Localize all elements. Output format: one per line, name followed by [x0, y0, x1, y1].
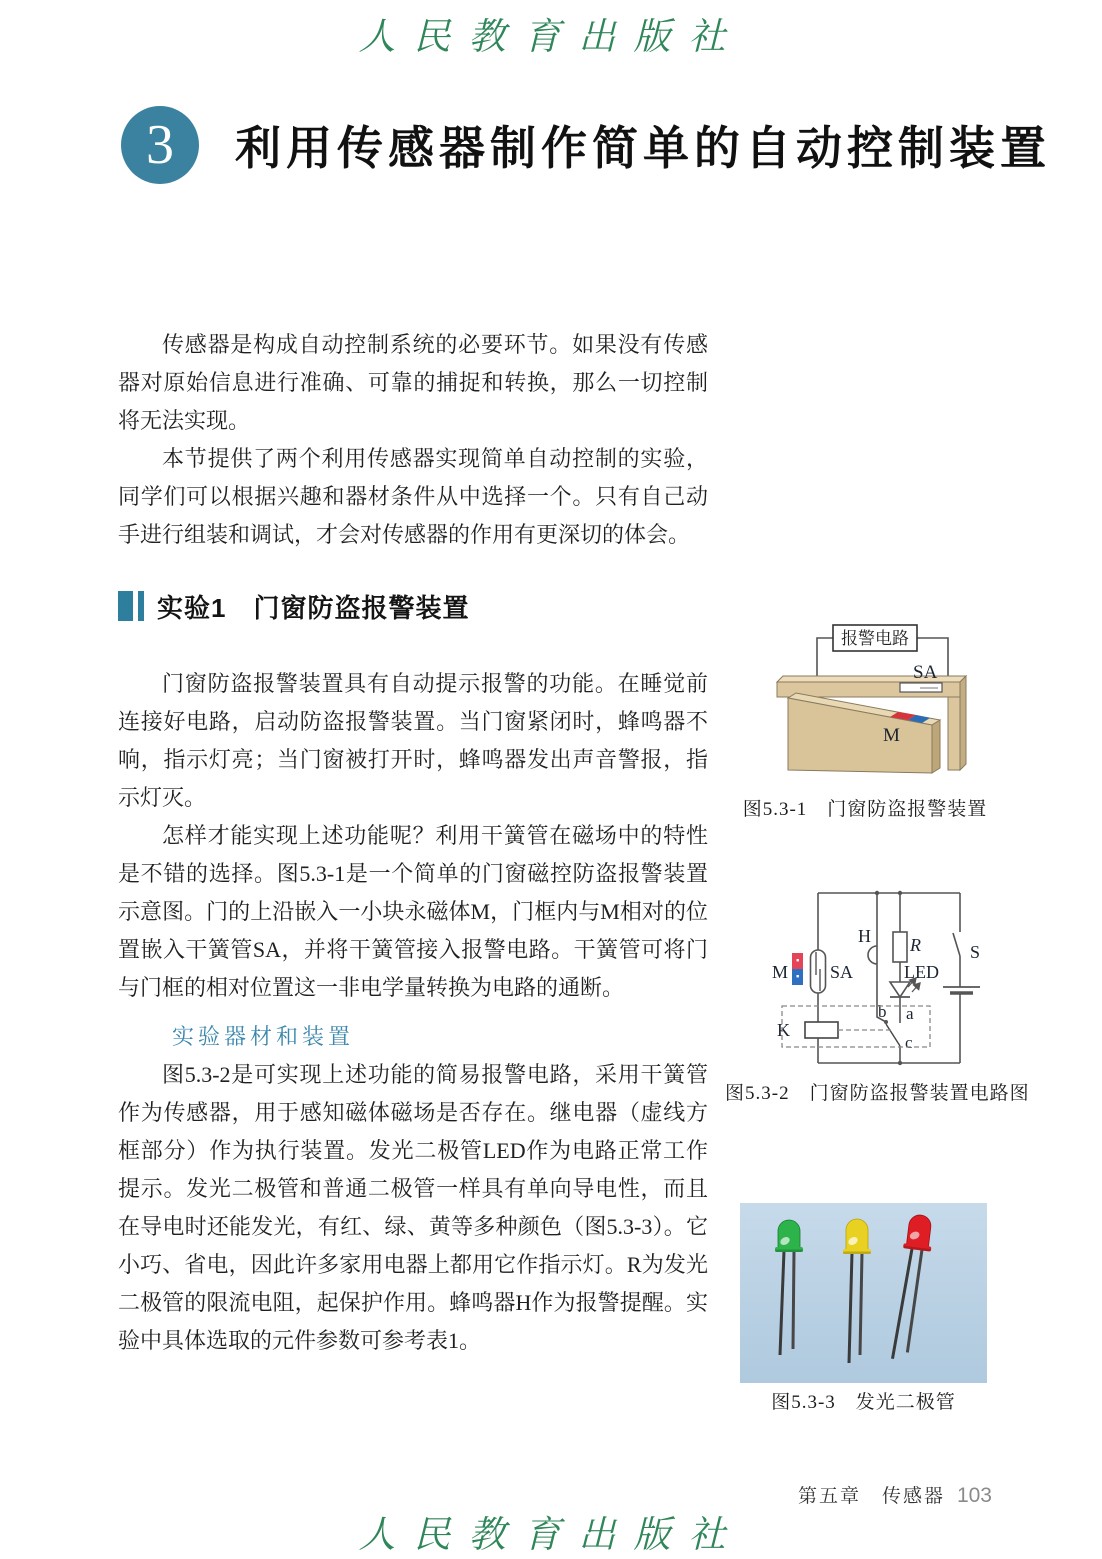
intro-paragraph-2: 本节提供了两个利用传感器实现简单自动控制的实验，同学们可以根据兴趣和器材条件从中选择一个。只有自己动手进行组装和调试，才会对传感器的作用有更深切的体会。	[118, 446, 708, 547]
contact-b-label: b	[878, 1002, 887, 1021]
intro-paragraphs	[118, 326, 708, 554]
alarm-circuit-label: 报警电路	[841, 629, 909, 648]
page-title: 利用传感器制作简单的自动控制装置	[235, 123, 1051, 174]
publisher-watermark-top: 人民教育出版社	[358, 15, 744, 58]
figure3-caption: 图5.3-3 发光二极管	[771, 1392, 956, 1413]
led-head	[846, 1219, 868, 1251]
resistor-label: R	[910, 935, 921, 955]
experiment1-paragraphs-2	[118, 1056, 708, 1360]
figure2-caption: 图5.3-2 门窗防盗报警装置电路图	[725, 1083, 1030, 1104]
led-label: LED	[904, 962, 939, 982]
intro-paragraph-1: 传感器是构成自动控制系统的必要环节。如果没有传感器对原始信息进行准确、可靠的捕捉和转换，那么一切控制将无法实现。	[118, 332, 708, 433]
magnet-dot	[797, 959, 799, 961]
experiment1-paragraph-3: 图5.3-2是可实现上述功能的简易报警电路，采用干簧管作为传感器，用于感知磁体磁场是否存在。继电器（虚线方框部分）作为执行装置。发光二极管LED作为电路正常工作提示。发光二极管和普通二极管一样具有单向导电性，而且在导电时还能发光，有红、绿、黄等多种颜色（图5.3-3）。它小巧、省电，因此许多家用电器上都用它作指示灯。R为发光二极管的限流电阻，起保护作用。蜂鸣器H作为报警提醒。实验中具体选取的元件参数可参考表1。	[118, 1062, 708, 1353]
experiment1-paragraph-1: 门窗防盗报警装置具有自动提示报警的功能。在睡觉前连接好电路，启动防盗报警装置。当门窗紧闭时，蜂鸣器不响，指示灯亮；当门窗被打开时，蜂鸣器发出声音警报，指示灯灭。	[118, 671, 708, 810]
led-light-arrow	[912, 983, 920, 992]
led-head	[778, 1220, 800, 1249]
chapter-number-badge: 3	[121, 106, 199, 184]
alarm-circuit-drawing	[752, 876, 1004, 1076]
relay-contact-arm	[886, 1024, 900, 1046]
led-leg	[793, 1251, 794, 1349]
figure1-caption: 图5.3-1 门窗防盗报警装置	[742, 799, 988, 820]
reed-switch-capsule	[811, 950, 826, 993]
relay-label: K	[777, 1020, 790, 1040]
heading-bar-thin	[138, 591, 144, 621]
magnet-dot	[797, 975, 799, 977]
heading-bar-wide	[118, 591, 133, 621]
experiment1-heading	[118, 589, 469, 623]
contact-c-label: c	[905, 1033, 913, 1052]
figure-alarm-circuit-diagram	[752, 876, 1004, 1081]
contact-a-label: a	[906, 1004, 914, 1023]
experiment1-paragraphs	[118, 665, 708, 1007]
magnet-label: M	[771, 962, 788, 982]
reed-switch-label: SA	[830, 962, 854, 982]
magnet-label: M	[883, 725, 900, 746]
switch-blade	[953, 933, 960, 956]
buzzer-dome	[868, 946, 877, 964]
frame-right-post	[948, 697, 960, 770]
relay-coil-box	[805, 1022, 838, 1038]
reed-switch-label: SA	[913, 662, 938, 683]
footer-page-number: 103	[956, 1484, 992, 1507]
resistor-box	[893, 932, 907, 962]
materials-subheading: 实验器材和装置	[172, 1024, 355, 1049]
led-photo-drawing	[740, 1203, 987, 1383]
experiment1-paragraph-2: 怎样才能实现上述功能呢？利用干簧管在磁场中的特性是不错的选择。图5.3-1是一个简单的门窗磁控防盗报警装置示意图。门的上沿嵌入一小块永磁体M，门框内与M相对的位置嵌入干簧管SA，并将干簧管接入报警电路。干簧管可将门与门框的相对位置这一非电学量转换为电路的通断。	[118, 823, 708, 1000]
door-side-face	[932, 720, 940, 773]
door-alarm-drawing	[752, 616, 988, 788]
frame-post-side-face	[960, 676, 966, 770]
figure-led-photo	[740, 1203, 987, 1388]
led-triangle	[890, 982, 910, 997]
switch-label: S	[970, 942, 981, 962]
frame-top-face	[777, 676, 966, 682]
buzzer-label: H	[858, 926, 871, 946]
publisher-watermark-bottom: 人民教育出版社	[358, 1513, 744, 1556]
figure-door-alarm-diagram	[752, 616, 988, 793]
footer-chapter-title: 第五章 传感器	[797, 1486, 945, 1507]
led-leg	[860, 1253, 862, 1355]
led-flange-shade	[843, 1252, 871, 1255]
led-flange-shade	[775, 1250, 803, 1253]
experiment1-heading-text: 实验1 门窗防盗报警装置	[157, 592, 470, 623]
